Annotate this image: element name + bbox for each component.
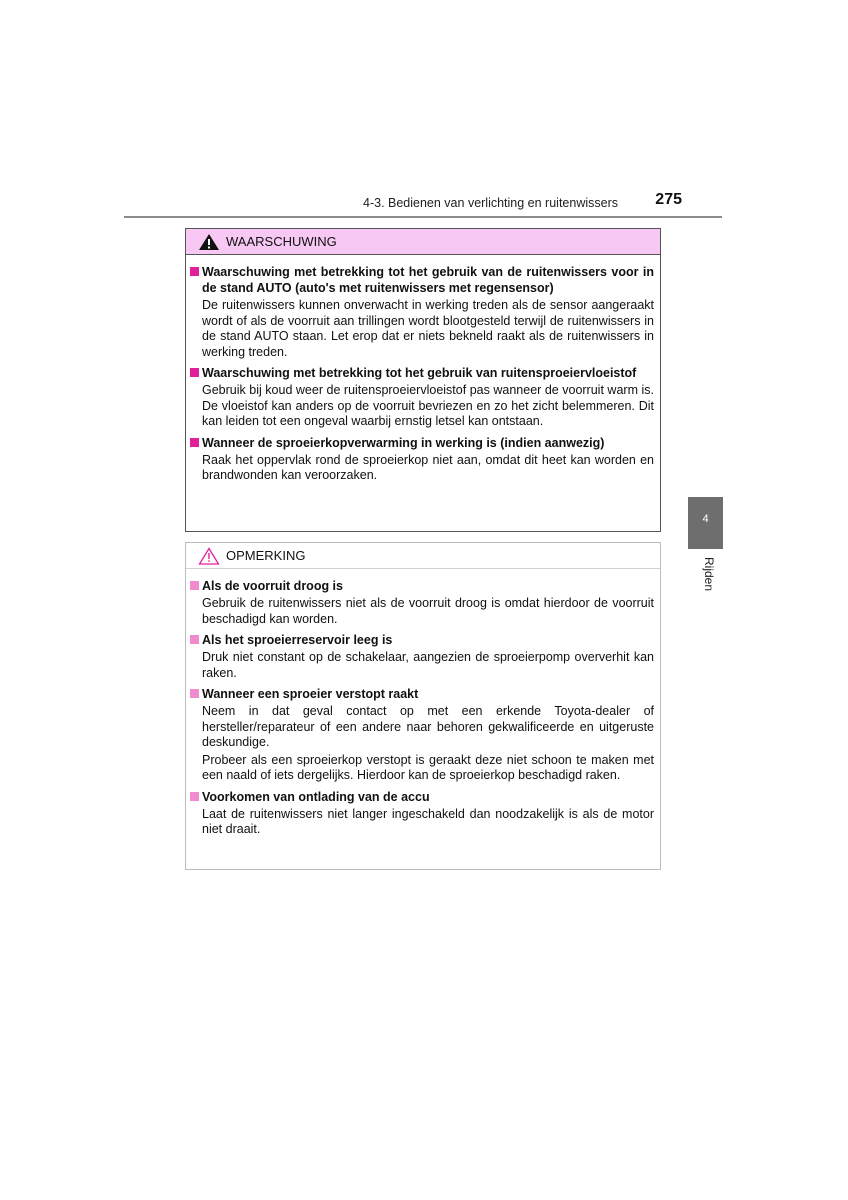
note-item-heading: Als de voorruit droog is bbox=[190, 578, 654, 594]
warning-item-heading: Waarschuwing met betrekking tot het gebruik van de ruitenwissers voor in de stand AUTO (auto's met ruitenwissers met regensensor) bbox=[190, 264, 654, 296]
square-bullet-icon bbox=[190, 635, 199, 644]
note-item-body: Neem in dat geval contact op met een erkende Toyota-dealer of hersteller/reparateur of een andere naar behoren gekwalificeerde en uitgeruste deskundige. bbox=[202, 704, 654, 749]
note-item bbox=[190, 578, 654, 627]
square-bullet-icon bbox=[190, 267, 199, 276]
square-bullet-icon bbox=[190, 689, 199, 698]
warning-item-body: Gebruik bij koud weer de ruitensproeiervloeistof pas wanneer de voorruit warm is. De vloeistof kan anders op de voorruit bevriezen en zo het zicht belemmeren. Dit kan leiden tot een ongeval waarbij ernstig letsel kan ontstaan. bbox=[202, 383, 654, 428]
warning-item-body: Raak het oppervlak rond de sproeierkop niet aan, omdat dit heet kan worden en brandwonden kan veroorzaken. bbox=[202, 452, 654, 482]
warning-item-heading: Wanneer de sproeierkopverwarming in werking is (indien aanwezig) bbox=[190, 435, 654, 451]
warning-triangle-icon bbox=[198, 233, 220, 251]
note-box bbox=[185, 542, 661, 870]
note-title: OPMERKING bbox=[226, 548, 306, 563]
section-title: 4-3. Bedienen van verlichting en ruitenwissers bbox=[363, 196, 618, 210]
note-item bbox=[190, 789, 654, 838]
note-item-heading: Wanneer een sproeier verstopt raakt bbox=[190, 686, 654, 702]
note-box-header bbox=[186, 543, 660, 569]
note-item-heading: Als het sproeierreservoir leeg is bbox=[190, 632, 654, 648]
note-box-content bbox=[186, 569, 660, 838]
page-number: 275 bbox=[655, 191, 682, 208]
warning-box-content bbox=[186, 255, 660, 484]
square-bullet-icon bbox=[190, 438, 199, 447]
note-item bbox=[190, 686, 654, 784]
warning-box-header bbox=[186, 229, 660, 255]
warning-item bbox=[190, 264, 654, 360]
note-item bbox=[190, 632, 654, 681]
warning-item-heading: Waarschuwing met betrekking tot het gebruik van ruitensproeiervloeistof bbox=[190, 365, 654, 381]
chapter-label: Rijden bbox=[702, 557, 716, 592]
warning-item bbox=[190, 435, 654, 484]
note-item-body: Druk niet constant op de schakelaar, aangezien de sproeierpomp oververhit kan raken. bbox=[202, 650, 654, 680]
note-item-heading: Voorkomen van ontlading van de accu bbox=[190, 789, 654, 805]
page-header bbox=[124, 190, 722, 218]
note-item-body: Gebruik de ruitenwissers niet als de voorruit droog is omdat hierdoor de voorruit beschadigd kan worden. bbox=[202, 596, 654, 626]
warning-box bbox=[185, 228, 661, 532]
warning-title: WAARSCHUWING bbox=[226, 234, 337, 249]
warning-item bbox=[190, 365, 654, 430]
chapter-tab bbox=[688, 497, 723, 549]
caution-triangle-icon bbox=[198, 547, 220, 565]
square-bullet-icon bbox=[190, 792, 199, 801]
warning-item-body: De ruitenwissers kunnen onverwacht in werking treden als de sensor aangeraakt wordt of als de voorruit aan trillingen wordt blootgesteld terwijl de ruitenwissers in de stand AUTO staan. Let erop dat er niets bekneld raakt als de ruitenwissers in werking treden. bbox=[202, 298, 654, 359]
square-bullet-icon bbox=[190, 368, 199, 377]
chapter-number: 4 bbox=[702, 513, 709, 525]
note-item-body: Laat de ruitenwissers niet langer ingeschakeld dan noodzakelijk is als de motor niet draait. bbox=[202, 806, 654, 836]
note-item-body: Probeer als een sproeierkop verstopt is geraakt deze niet schoon te maken met een naald of iets dergelijks. Hierdoor kan de sproeierkop beschadigd raken. bbox=[202, 752, 654, 782]
square-bullet-icon bbox=[190, 581, 199, 590]
